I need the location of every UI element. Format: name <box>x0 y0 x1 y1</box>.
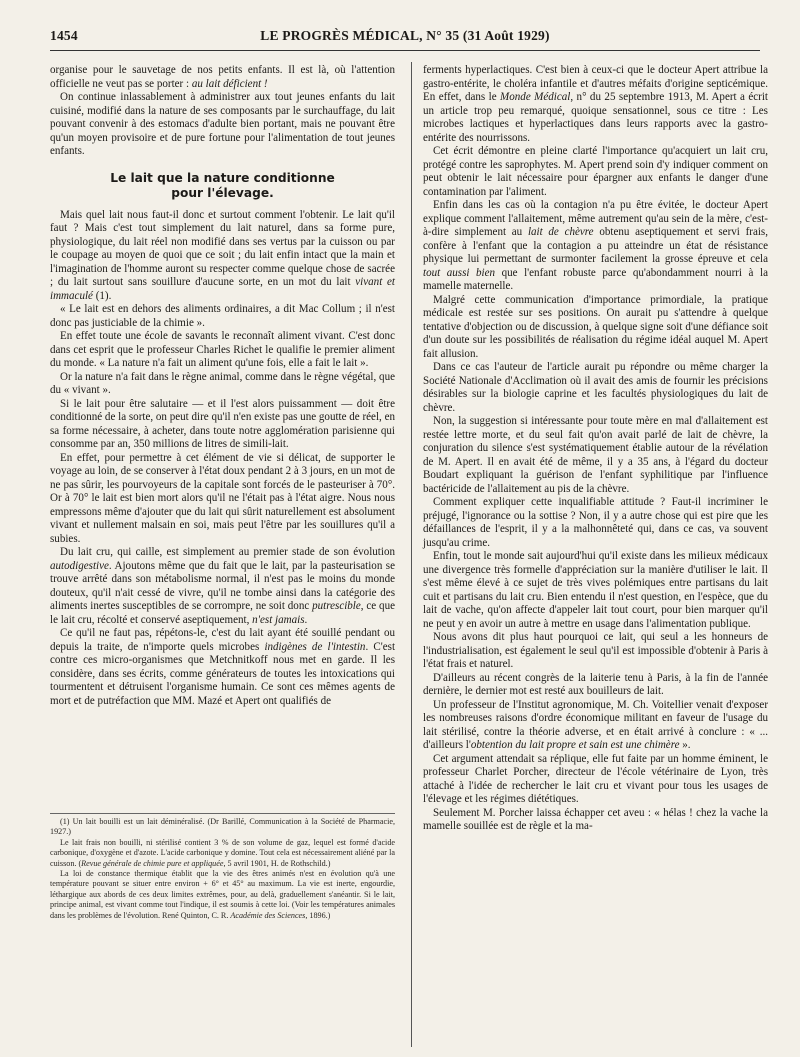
paragraph: Mais quel lait nous faut-il donc et surtout comment l'obtenir. Le lait qu'il faut ? Mais c'est tout simplement du lait naturel, dans sa forme pure, physiologique, du lait réel non modifié dans ses vertus par la cuisson ou par le coupage au moyen de quoi que ce soit ; du lait enfin intact que la main et l'imagination de l'homme auront su respecter comme quelque chose de sacrée ; du lait surtout sans souillure d'aucune sorte, en un mot du lait vivant et immaculé (1). <box>50 208 396 302</box>
paragraph: D'ailleurs au récent congrès de la laiterie tenu à Paris, à la fin de l'année dernière, le dernier mot est resté aux bouilleurs de lait. <box>423 671 768 697</box>
paragraph: organise pour le sauvetage de nos petits enfants. Il est là, où l'attention officielle ne veut pas se porter : au lait déficient ! <box>50 64 395 90</box>
paragraph: Ce qu'il ne faut pas, répétons-le, c'est du lait ayant été souillé pendant ou depuis la traite, de n'importe quels microbes indigènes de l'intestin. C'est contre ces micro-organismes que Metchnitkoff nous met en garde. Il les considère, dans ses écrits, comme générateurs de toutes les intoxications qui tourmentent et détruisent l'organisme humain. Ce sont ces mêmes agents de mort et de putréfaction que MM. Mazé et Apert ont qualifiés de <box>50 627 396 707</box>
paragraph: Seulement M. Porcher laissa échapper cet aveu : « hélas ! chez la vache la mamelle souillée est de règle et la ma- <box>423 806 768 832</box>
left-column <box>50 64 395 708</box>
paragraph: Enfin dans les cas où la contagion n'a pu être évitée, le docteur Apert explique comment l'allaitement, même autrement qu'au sein de la mère, c'est-à-dire simplement au lait de chèvre obtenu aseptiquement et servi frais, confère à l'enfant que la contagion a pu atteindre un état de résistance physique lui permettant de surmonter facilement la grosse épreuve et cela tout aussi bien que l'enfant robuste parce qu'abondamment nourri à la mamelle maternelle. <box>423 199 768 292</box>
footnote: La loi de constance thermique établit que la vie des êtres animés n'est en évolution qu'à une température pouvant se situer entre environ + 6° et 45° au maximum. La vie est inerte, engourdie, léthargique aux abords de ces deux limites extrêmes, pour, au delà, graduellement s'anéantir. Si le lait, principe animal, est vivant comme tout l'indique, il est soumis à cette loi. (Voir les températures animales dans les problèmes de l'évolution. René Quinton, C. R. Académie des Sciences, 1896.) <box>50 869 395 920</box>
column-divider <box>411 62 412 1047</box>
page-number: 1454 <box>50 28 78 43</box>
paragraph: Or la nature n'a fait dans le règne animal, comme dans le règne végétal, que du « vivant ». <box>50 370 395 396</box>
running-title: LE PROGRÈS MÉDICAL, N° 35 (31 Août 1929) <box>260 28 550 43</box>
paragraph: Cet écrit démontre en pleine clarté l'importance qu'acquiert un lait cru, protégé contre les saprophytes. M. Apert prend soin d'y indiquer comment on peut obtenir le lait nécessaire pour épargner aux enfants le danger d'une contamination par l'aliment. <box>423 145 768 198</box>
footnote: (1) Un lait bouilli est un lait déminéralisé. (Dr Barillé, Communication à la Société de Pharmacie, 1927.) <box>50 817 395 837</box>
paragraph: Enfin, tout le monde sait aujourd'hui qu'il existe dans les milieux médicaux une divergence très formelle d'appréciation sur la manière d'utiliser le lait. Il s'est même élevé à ce sujet de très vives polémiques entre partisans du lait cuit et partisans du lait cru. Bien entendu il n'est question, en l'espèce, que du lait de vache, qu'on affecte d'appeler lait tout court, pour bien marquer qu'il ne peut y en avoir un autre à mettre en usage dans l'alimentation publique. <box>423 550 768 630</box>
header-rule <box>50 50 760 51</box>
page-header <box>50 28 760 48</box>
paragraph: Nous avons dit plus haut pourquoi ce lait, qui seul a les honneurs de l'industrialisation, est également le seul qu'il est impossible d'obtenir à Paris à l'état frais et naturel. <box>423 631 768 670</box>
paragraph: « Le lait est en dehors des aliments ordinaires, a dit Mac Collum ; il n'est donc pas justiciable de la chimie ». <box>50 303 395 329</box>
paragraph: Du lait cru, qui caille, est simplement au premier stade de son évolution autodigestive. Ajoutons même que du fait que le lait, par la pasteurisation se trouve arrêté dans son métabolisme normal, il n'est pas le moins du monde douteux, qu'il n'ait cessé de vivre, qu'il ne tombe ainsi dans la catégorie des aliments inertes susceptibles de se corrompre, ne soit donc putrescible, ce que le lait cru, récolté et conservé aseptiquement, n'est jamais. <box>50 546 396 626</box>
paragraph: On continue inlassablement à administrer aux tout jeunes enfants du lait cuisiné, modifié dans la nature de ses composants par le surchauffage, du lait pouvant convenir à des estomacs d'adulte bien portant, mais ne pouvant être qu'un moyen provisoire et de pure fortune pour l'alimentation de tout jeunes enfants. <box>50 91 395 157</box>
paragraph: Dans ce cas l'auteur de l'article aurait pu répondre ou même charger la Société Nationale d'Acclimation où il avait des amis de fournir les précisions désirables sur la biologie caprine et les facultés physiologiques du lait de chèvre. <box>423 361 768 414</box>
paragraph: Un professeur de l'Institut agronomique, M. Ch. Voitellier venait d'exposer les nombreuses raisons d'ordre économique militant en faveur de l'usage du lait stérilisé, contre la théorie adverse, et en était arrivé à conclure : « ... d'ailleurs l'obtention du lait propre et sain est une chimère ». <box>423 698 768 751</box>
paragraph: En effet toute une école de savants le reconnaît aliment vivant. C'est donc dans cet esprit que le professeur Charles Richet le qualifie le premier aliment du monde. « La nature n'a fait un aliment qu'une fois, elle a fait le lait ». <box>50 330 395 369</box>
paragraph: ferments hyperlactiques. C'est bien à ceux-ci que le docteur Apert attribue la gastro-entérite, le choléra infantile et d'autres méfaits d'origine septicémique. En effet, dans le Monde Médical, n° du 25 septembre 1913, M. Apert a écrit un article trop peu remarqué, quoique sensationnel, sous ce titre : Les microbes lactiques et hyperlactiques dans leurs rapports avec la gastro-entérite des nourrissons. <box>423 64 768 144</box>
paragraph: Comment expliquer cette inqualifiable attitude ? Faut-il incriminer le préjugé, l'ignorance ou la sottise ? Non, il y a autre chose qui est pire que les défaillances de l'esprit, il y a la malhonnêteté qui, dans ce cas, va souvent jusqu'au crime. <box>423 496 768 549</box>
paragraph: Cet argument attendait sa réplique, elle fut faite par un homme éminent, le professeur Charlet Porcher, directeur de l'école vétérinaire de Lyon, très attaché à l'idée de rechercher le lait cru et vivant pour tous les usages de l'élevage et les régimes diététiques. <box>423 752 768 805</box>
footnotes <box>50 813 395 921</box>
paragraph: Malgré cette communication d'importance primordiale, la pratique médicale est restée sur ses positions. On aurait pu s'attendre à quelque tentative d'objection ou de discussion, à quelque signe soit d'une défiance soit d'un doute sur les possibilités de réalisation du régime idéal auquel M. Apert fait allusion. <box>423 293 768 360</box>
paragraph: En effet, pour permettre à cet élément de vie si délicat, de supporter le voyage au loin, de se conserver à l'état doux pendant 2 à 3 jours, en un mot de ne pas sûrir, les pourvoyeurs de la capitale sont forcés de le pasteuriser à 70°. Or à 70° le lait est bien mort alors qu'il ne l'était pas à l'état aigre. Nous nous empressons même d'ajouter que du lait qui sûrit naturellement est absolument vivant et nullement malsain en soi, mais peut l'être par les souillures qu'il a subies. <box>50 451 395 545</box>
right-column <box>423 64 768 834</box>
paragraph: Si le lait pour être salutaire — et il l'est alors puissamment — doit être conditionné de la sorte, on peut dire qu'il n'en existe pas une goutte de réel, en sa forme nécessaire, à acheter, dans toute notre agglomération parisienne qui consomme par an, 350 millions de litres de simili-lait. <box>50 397 395 450</box>
section-heading: Le lait que la nature conditionne pour l'élevage. <box>110 170 335 200</box>
paragraph: Non, la suggestion si intéressante pour toute mère en mal d'allaitement est restée lettre morte, et du seul fait qu'on avait parlé de lait de chèvre, la conjuration du silence s'est systématiquement établie autour de la révélation de M. Apert. Il en avait été de même, il y a 35 ans, à l'égard du docteur Boudart expliquant la guérison de l'enfant syphilitique par l'influence bactéricide de l'allaitement au pis de la chèvre. <box>423 415 768 495</box>
footnote: Le lait frais non bouilli, ni stérilisé contient 3 % de son volume de gaz, lequel est formé d'acide carbonique, d'oxygène et d'azote. L'acide carbonique y domine. Tout cela est nécessairement aliéné par la cuisson. (Revue générale de chimie pure et appliquée, 5 avril 1901, H. de Rothschild.) <box>50 837 395 868</box>
